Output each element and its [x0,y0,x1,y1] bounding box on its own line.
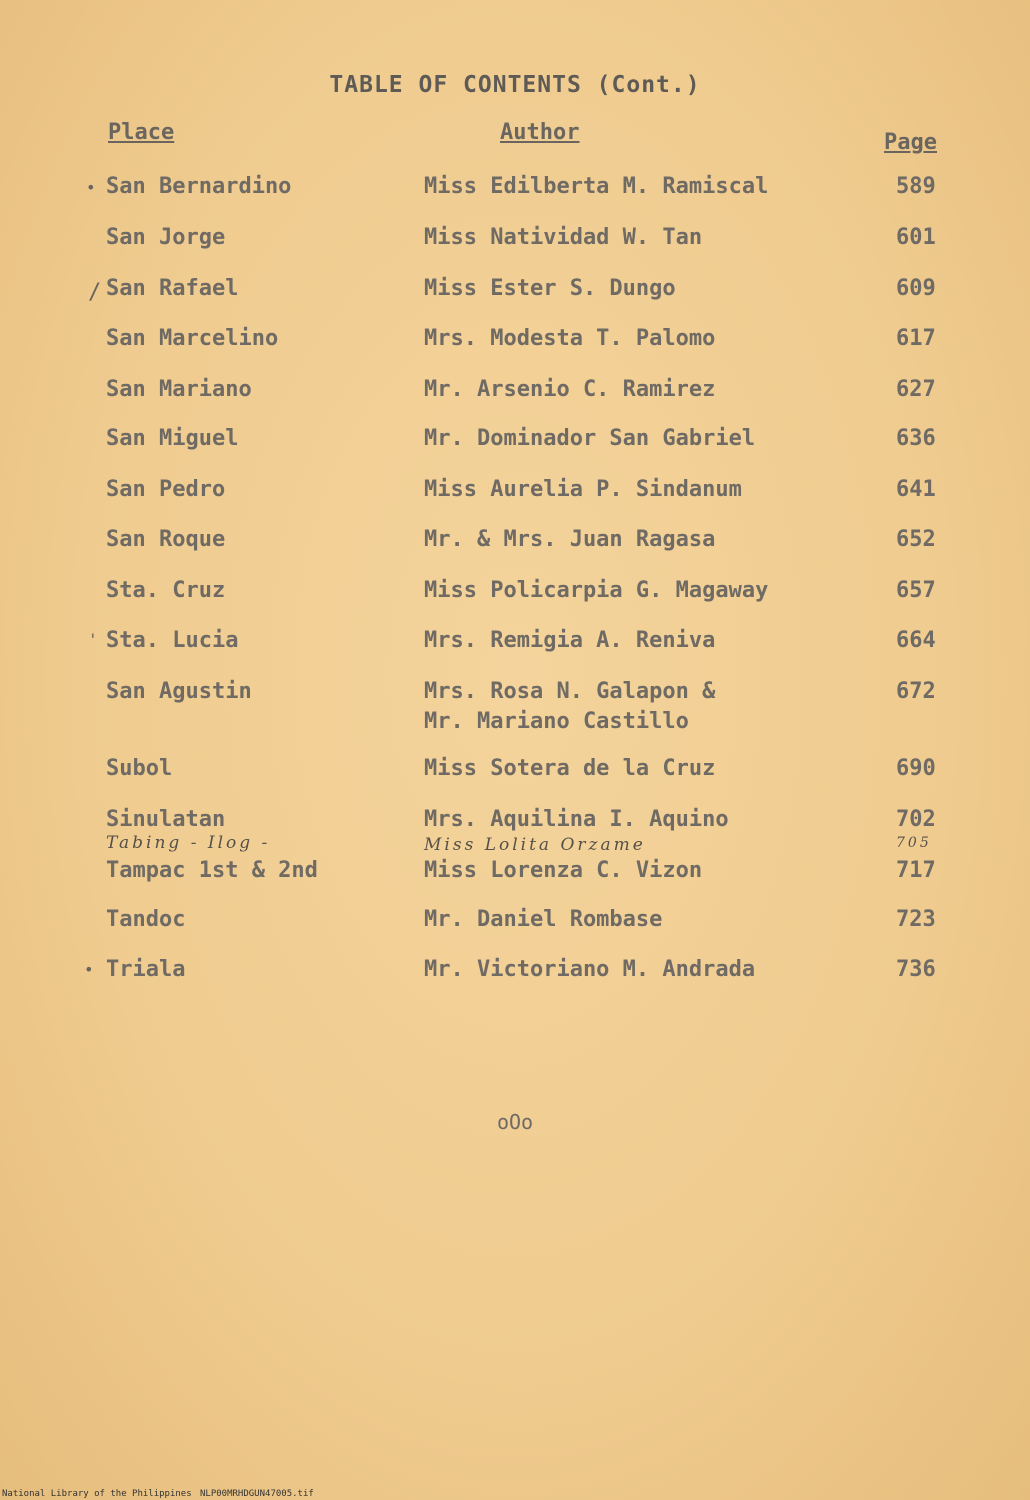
place-name: San Bernardino [106,174,292,199]
place-name: San Jorge [106,225,226,250]
bullet-mark: • [86,178,96,197]
author-name: Mr. Arsenio C. Ramirez [424,377,716,402]
author-name: Mr. Victoriano M. Andrada [424,957,756,982]
column-header-author: Author [500,120,580,145]
handwritten-place: Tabing - Ilog - [106,833,271,853]
place-name: Tampac 1st & 2nd [106,858,318,883]
page-title: TABLE OF CONTENTS (Cont.) [329,72,701,98]
scan-footer [0,1488,1030,1500]
author-name: Miss Policarpia G. Magaway [424,578,769,603]
column-header-place: Place [108,120,175,145]
place-name: San Marcelino [106,326,279,351]
page-number: 641 [896,477,936,502]
author-name: Miss Natividad W. Tan [424,225,703,250]
author-name: Miss Edilberta M. Ramiscal [424,174,769,199]
page-number: 657 [896,578,936,603]
page-number: 702 [896,807,936,832]
handwritten-page: 705 [896,835,932,851]
page-number: 672 [896,679,936,704]
place-name: San Roque [106,527,226,552]
author-name: Mrs. Modesta T. Palomo [424,326,716,351]
file-name: NLP00MRHDGUN47005.tif [200,1489,314,1499]
place-name: San Miguel [106,426,239,451]
author-name: Mrs. Rosa N. Galapon & Mr. Mariano Castillo [424,679,716,734]
place-name: San Pedro [106,477,226,502]
page-number: 589 [896,174,936,199]
author-name: Mrs. Remigia A. Reniva [424,628,716,653]
author-name: Mrs. Aquilina I. Aquino [424,807,729,832]
author-name: Mr. Daniel Rombase [424,907,663,932]
place-name: Sta. Cruz [106,578,226,603]
author-name: Miss Lorenza C. Vizon [424,858,703,883]
author-name: Miss Ester S. Dungo [424,276,676,301]
page-number: 723 [896,907,936,932]
page-number: 664 [896,628,936,653]
place-name: San Agustin [106,679,252,704]
page-number: 609 [896,276,936,301]
place-name: Tandoc [106,907,186,932]
page-number: 627 [896,377,936,402]
page-number: 617 [896,326,936,351]
place-name: San Rafael [106,276,239,301]
author-name: Mr. & Mrs. Juan Ragasa [424,527,716,552]
place-name: Sta. Lucia [106,628,239,653]
place-name: Sinulatan [106,807,226,832]
bullet-mark: ' [88,630,98,649]
page-number: 652 [896,527,936,552]
end-mark: oOo [496,1110,534,1134]
page-number: 601 [896,225,936,250]
check-mark: / [88,280,102,305]
column-header-page: Page [884,130,937,155]
author-name: Mr. Dominador San Gabriel [424,426,756,451]
library-credit: National Library of the Philippines [2,1489,192,1499]
author-name: Miss Sotera de la Cruz [424,756,716,781]
page-number: 690 [896,756,936,781]
page-number: 736 [896,957,936,982]
handwritten-author: Miss Lolita Orzame [424,835,646,855]
place-name: Triala [106,957,186,982]
author-name: Miss Aurelia P. Sindanum [424,477,742,502]
place-name: San Mariano [106,377,252,402]
page-number: 636 [896,426,936,451]
bullet-mark: • [84,960,94,979]
page-number: 717 [896,858,936,883]
place-name: Subol [106,756,173,781]
